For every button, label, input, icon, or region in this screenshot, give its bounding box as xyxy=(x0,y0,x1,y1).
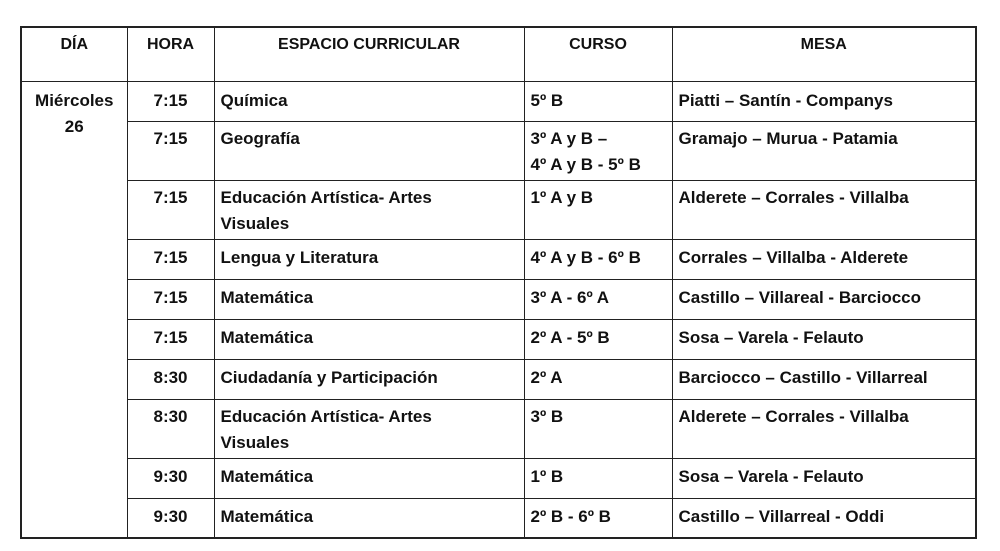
table-row xyxy=(21,81,976,121)
espacio-line: Química xyxy=(220,90,288,110)
header-mesa: MESA xyxy=(672,27,976,81)
espacio-line: Matemática xyxy=(220,327,314,347)
hora-cell: 9:30 xyxy=(127,498,214,538)
curso-line: 3º A y B – xyxy=(530,128,608,148)
curso-line: 3º A - 6º A xyxy=(530,287,610,307)
hora-cell: 7:15 xyxy=(127,279,214,319)
espacio-line: Matemática xyxy=(220,506,314,526)
curso-line: 5º B xyxy=(530,90,564,110)
table-row xyxy=(21,319,976,359)
curso-cell xyxy=(524,359,672,399)
curso-line: 1º A y B xyxy=(530,187,594,207)
hora-cell: 7:15 xyxy=(127,239,214,279)
header-hora: HORA xyxy=(127,27,214,81)
hora-cell: 7:15 xyxy=(127,180,214,239)
mesa-cell: Barciocco – Castillo - Villarreal xyxy=(672,359,976,399)
curso-cell xyxy=(524,458,672,498)
table-row xyxy=(21,359,976,399)
espacio-cell xyxy=(214,180,524,239)
espacio-cell xyxy=(214,399,524,458)
espacio-line: Geografía xyxy=(220,128,300,148)
mesa-cell: Piatti – Santín - Companys xyxy=(672,81,976,121)
espacio-cell xyxy=(214,319,524,359)
table-row xyxy=(21,239,976,279)
curso-line: 2º A - 5º B xyxy=(530,327,610,347)
espacio-cell xyxy=(214,81,524,121)
table-row xyxy=(21,458,976,498)
table-row xyxy=(21,279,976,319)
hora-cell: 7:15 xyxy=(127,319,214,359)
exam-schedule-table xyxy=(20,26,977,539)
day-name: Miércoles xyxy=(35,90,114,110)
espacio-cell xyxy=(214,458,524,498)
table-row xyxy=(21,121,976,180)
mesa-cell: Alderete – Corrales - Villalba xyxy=(672,180,976,239)
curso-line: 1º B xyxy=(530,466,564,486)
hora-cell: 8:30 xyxy=(127,399,214,458)
header-curso: CURSO xyxy=(524,27,672,81)
day-cell xyxy=(21,81,127,538)
espacio-line: Matemática xyxy=(220,466,314,486)
table-row xyxy=(21,498,976,538)
header-row xyxy=(21,27,976,81)
curso-cell xyxy=(524,319,672,359)
curso-cell xyxy=(524,180,672,239)
hora-cell: 9:30 xyxy=(127,458,214,498)
espacio-cell xyxy=(214,121,524,180)
mesa-cell: Sosa – Varela - Felauto xyxy=(672,319,976,359)
curso-cell xyxy=(524,498,672,538)
espacio-line: Educación Artística- Artes xyxy=(220,406,432,426)
mesa-cell: Castillo – Villareal - Barciocco xyxy=(672,279,976,319)
mesa-cell: Corrales – Villalba - Alderete xyxy=(672,239,976,279)
curso-cell xyxy=(524,239,672,279)
espacio-line: Lengua y Literatura xyxy=(220,247,379,267)
mesa-cell: Sosa – Varela - Felauto xyxy=(672,458,976,498)
curso-line: 4º A y B - 6º B xyxy=(530,247,641,267)
curso-cell xyxy=(524,81,672,121)
curso-cell xyxy=(524,279,672,319)
table-row xyxy=(21,399,976,458)
espacio-cell xyxy=(214,239,524,279)
espacio-line: Ciudadanía y Participación xyxy=(220,367,438,387)
table-row xyxy=(21,180,976,239)
curso-line: 3º B xyxy=(530,406,564,426)
espacio-cell xyxy=(214,279,524,319)
curso-line: 2º B - 6º B xyxy=(530,506,611,526)
hora-cell: 7:15 xyxy=(127,121,214,180)
espacio-line: Matemática xyxy=(220,287,314,307)
curso-line: 4º A y B - 5º B xyxy=(530,154,641,174)
mesa-cell: Alderete – Corrales - Villalba xyxy=(672,399,976,458)
hora-cell: 7:15 xyxy=(127,81,214,121)
header-dia: DÍA xyxy=(21,27,127,81)
espacio-line: Visuales xyxy=(220,213,290,233)
mesa-cell: Castillo – Villarreal - Oddi xyxy=(672,498,976,538)
curso-line: 2º A xyxy=(530,367,563,387)
curso-cell xyxy=(524,399,672,458)
day-number: 26 xyxy=(64,116,84,136)
espacio-line: Visuales xyxy=(220,432,290,452)
mesa-cell: Gramajo – Murua - Patamia xyxy=(672,121,976,180)
curso-cell xyxy=(524,121,672,180)
espacio-cell xyxy=(214,498,524,538)
espacio-cell xyxy=(214,359,524,399)
espacio-line: Educación Artística- Artes xyxy=(220,187,432,207)
hora-cell: 8:30 xyxy=(127,359,214,399)
header-espacio-curricular: ESPACIO CURRICULAR xyxy=(214,27,524,81)
